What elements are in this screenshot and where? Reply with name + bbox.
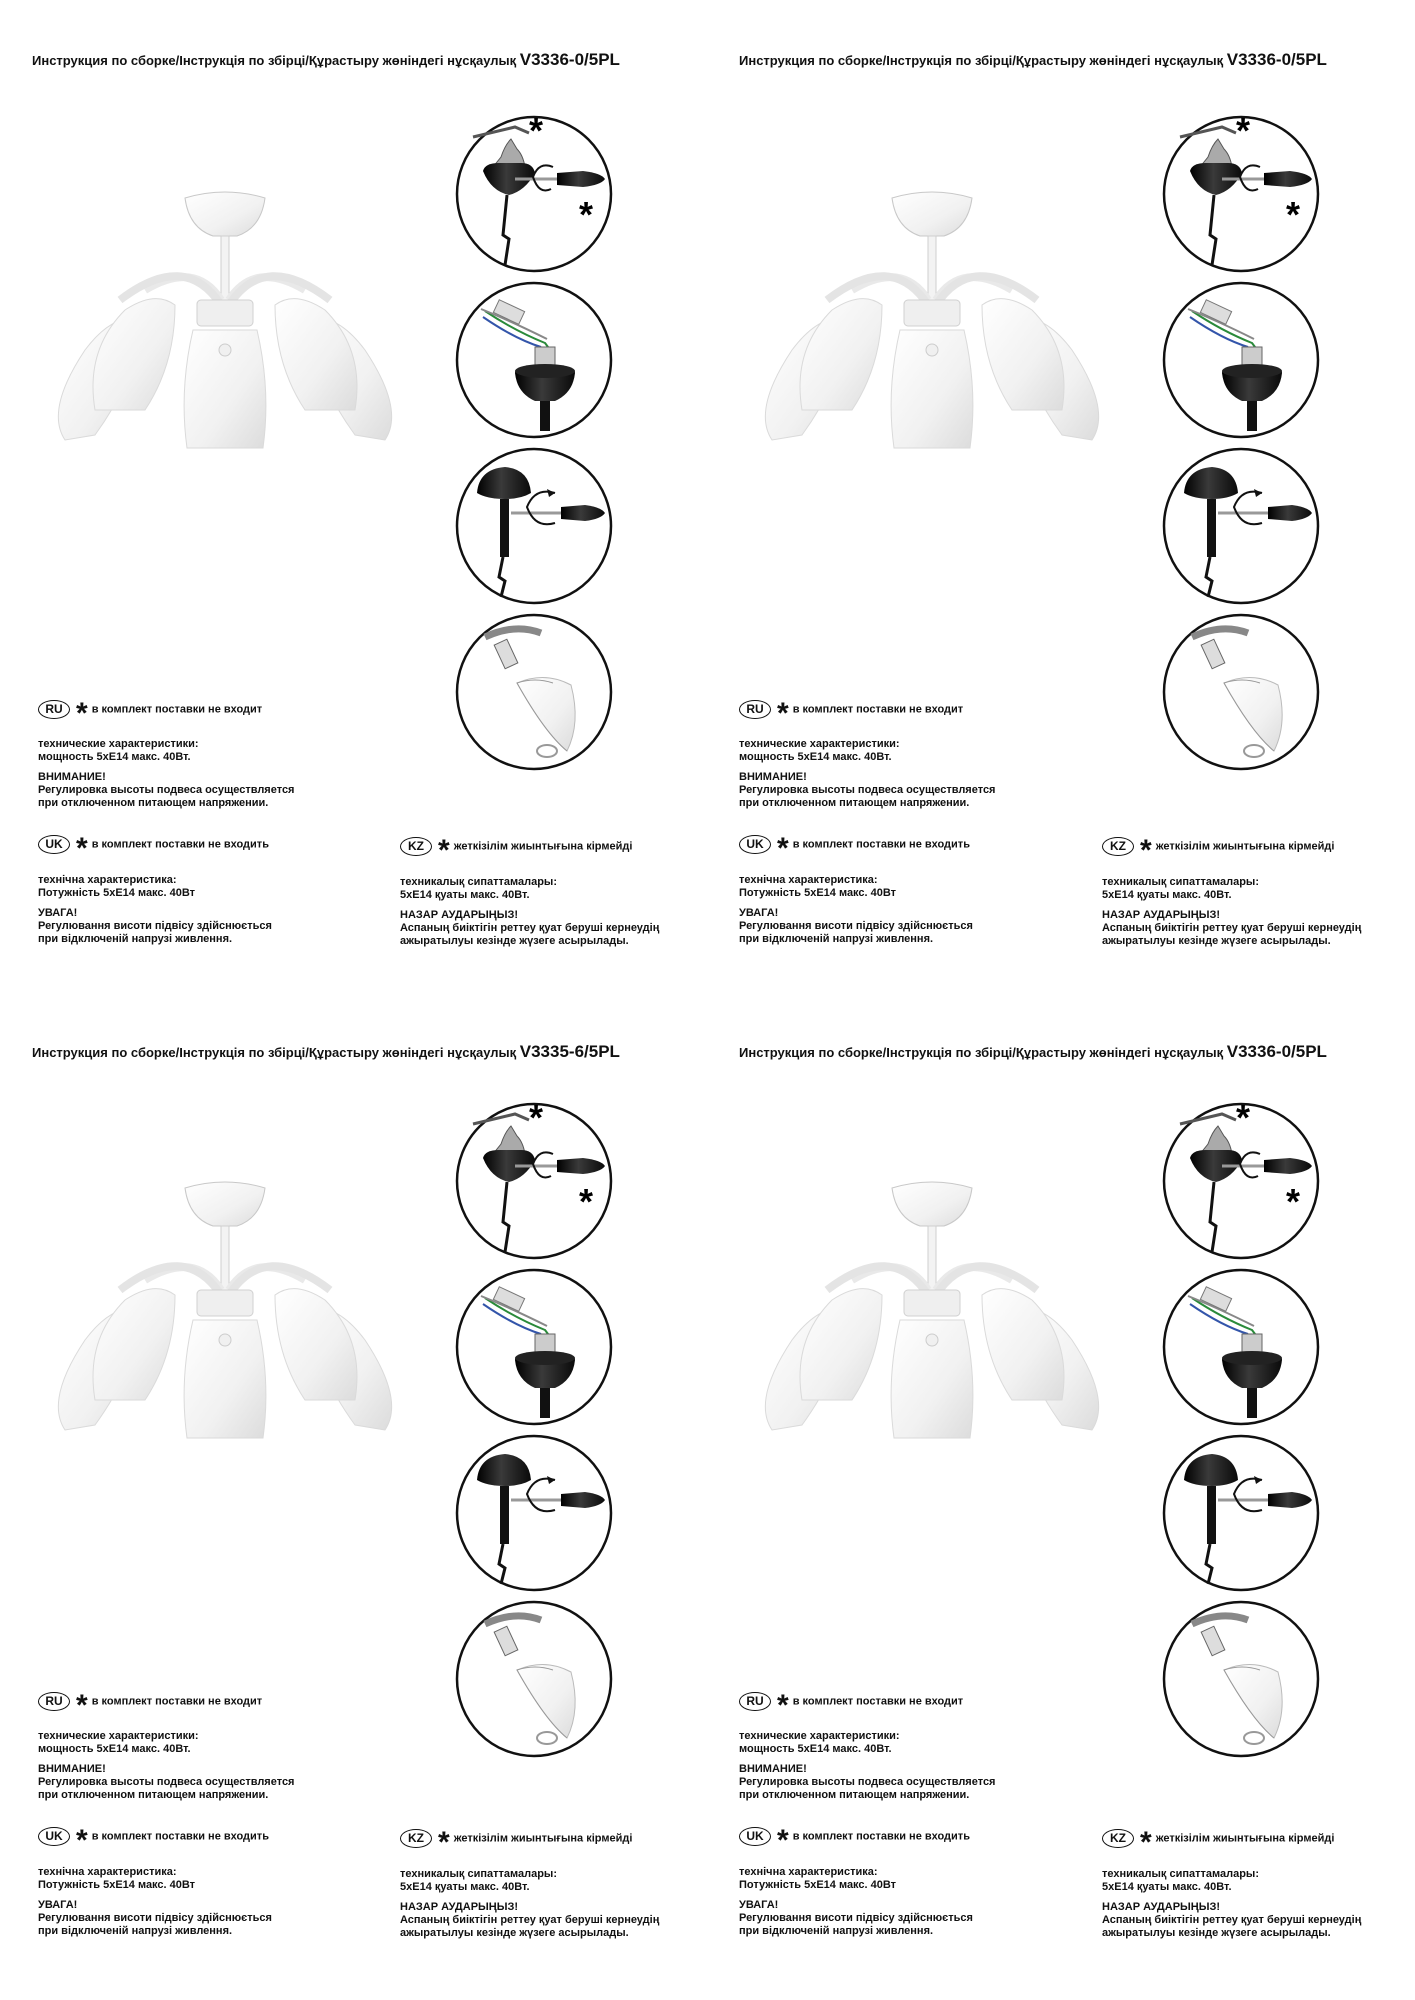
canopy-screw-icon (455, 1434, 613, 1592)
uk-note: в комплект поставки не входить (91, 838, 269, 851)
asterisk-icon: * (76, 832, 88, 865)
uk-badge: UK (38, 835, 70, 854)
ru-note: в комплект поставки не входит (91, 703, 263, 716)
kz-specs (1102, 1868, 1361, 1940)
page-title (32, 1042, 620, 1062)
uk-specs (38, 874, 272, 946)
asterisk-icon: * (777, 1689, 789, 1722)
kz-warning-line2: ажыратылуы кезінде жүзеге асырылады. (1102, 935, 1331, 947)
ru-warning-line2: при отключенном питающем напряжении. (739, 1789, 970, 1801)
ru-warning-line1: Регулировка высоты подвеса осуществляется (38, 1776, 295, 1788)
uk-warning-line1: Регулювання висоти підвісу здійснюється (739, 1912, 973, 1924)
kz-note-line (1102, 1826, 1335, 1859)
instruction-panel-4 (707, 1000, 1414, 2000)
kz-note-line (400, 834, 633, 867)
uk-badge: UK (739, 1827, 771, 1846)
uk-warning-title: УВАГА! (38, 907, 78, 919)
ru-warning-line2: при отключенном питающем напряжении. (739, 797, 970, 809)
ru-badge: RU (739, 700, 771, 719)
uk-spec-title: технічна характеристика: (38, 874, 177, 886)
uk-warning-line2: при відключеній напрузі живлення. (38, 1925, 233, 1937)
kz-warning-title: НАЗАР АУДАРЫҢЫЗ! (1102, 909, 1221, 921)
model-number: V3336-0/5PL (1226, 1042, 1327, 1061)
uk-specs (739, 874, 973, 946)
ru-specs (38, 738, 294, 810)
kz-badge: KZ (1102, 1829, 1134, 1848)
uk-note: в комплект поставки не входить (91, 1830, 269, 1843)
page-title (739, 50, 1327, 70)
page-title (739, 1042, 1327, 1062)
uk-spec-value: Потужність 5хЕ14 макс. 40Вт (739, 1879, 897, 1891)
ru-spec-value: мощность 5хЕ14 макс. 40Вт. (739, 1743, 892, 1755)
asterisk-icon: * (777, 1824, 789, 1857)
ru-note-line (739, 1689, 964, 1722)
uk-note-line (38, 1824, 269, 1857)
uk-spec-value: Потужність 5хЕ14 макс. 40Вт (38, 887, 196, 899)
kz-warning-line1: Аспаның биіктігін реттеу қуат беруші кернеудің (1102, 922, 1362, 934)
kz-specs (1102, 876, 1361, 948)
kz-spec-value: 5хЕ14 қуаты макс. 40Вт. (1102, 1881, 1232, 1893)
instruction-panel-2 (707, 0, 1414, 1000)
chandelier-illustration (732, 180, 1132, 470)
page-title (32, 50, 620, 70)
chandelier-illustration (25, 1170, 425, 1460)
kz-warning-line1: Аспаның биіктігін реттеу қуат беруші кернеудің (400, 1914, 660, 1926)
asterisk-icon: * (777, 697, 789, 730)
ru-note-line (38, 1689, 263, 1722)
kz-spec-value: 5хЕ14 қуаты макс. 40Вт. (400, 889, 530, 901)
ceiling-mount-screwdriver-icon (1162, 1102, 1320, 1260)
uk-spec-value: Потужність 5хЕ14 макс. 40Вт (38, 1879, 196, 1891)
kz-note: жеткізілім жиынтығына кірмейді (1155, 1832, 1335, 1845)
title-text: Инструкция по сборке/Інструкція по збірці/Құрастыру жөніндегі нұсқаулық (32, 1045, 517, 1060)
kz-warning-line1: Аспаның биіктігін реттеу қуат беруші кернеудің (1102, 1914, 1362, 1926)
asterisk-icon: * (1140, 1826, 1152, 1859)
ru-note: в комплект поставки не входит (792, 1695, 964, 1708)
instruction-panel-1 (0, 0, 707, 1000)
kz-badge: KZ (400, 1829, 432, 1848)
uk-note: в комплект поставки не входить (792, 1830, 970, 1843)
kz-specs (400, 1868, 659, 1940)
kz-note: жеткізілім жиынтығына кірмейді (1155, 840, 1335, 853)
kz-note: жеткізілім жиынтығына кірмейді (453, 1832, 633, 1845)
kz-warning-line2: ажыратылуы кезінде жүзеге асырылады. (400, 1927, 629, 1939)
uk-warning-line1: Регулювання висоти підвісу здійснюється (38, 1912, 272, 1924)
ru-note: в комплект поставки не входит (792, 703, 964, 716)
ru-note: в комплект поставки не входит (91, 1695, 263, 1708)
ru-note-line (739, 697, 964, 730)
asterisk-icon: * (1140, 834, 1152, 867)
asterisk-icon: * (438, 1826, 450, 1859)
ru-warning-title: ВНИМАНИЕ! (38, 771, 106, 783)
ru-warning-title: ВНИМАНИЕ! (739, 771, 807, 783)
ru-warning-line2: при отключенном питающем напряжении. (38, 1789, 269, 1801)
title-text: Инструкция по сборке/Інструкція по збірці/Құрастыру жөніндегі нұсқаулық (739, 53, 1224, 68)
uk-warning-title: УВАГА! (38, 1899, 78, 1911)
canopy-screw-icon (1162, 447, 1320, 605)
ru-note-line (38, 697, 263, 730)
chandelier-illustration (732, 1170, 1132, 1460)
uk-note-line (38, 832, 269, 865)
wiring-terminal-icon (1162, 1268, 1320, 1426)
ru-spec-value: мощность 5хЕ14 макс. 40Вт. (38, 1743, 191, 1755)
ru-spec-title: технические характеристики: (38, 738, 199, 750)
asterisk-icon: * (777, 832, 789, 865)
kz-spec-title: техникалық сипаттамалары: (400, 1868, 557, 1880)
uk-warning-line1: Регулювання висоти підвісу здійснюється (38, 920, 272, 932)
lampshade-install-icon (455, 613, 613, 771)
kz-note-line (1102, 834, 1335, 867)
model-number: V3336-0/5PL (519, 50, 620, 69)
kz-warning-line1: Аспаның биіктігін реттеу қуат беруші кернеудің (400, 922, 660, 934)
kz-warning-line2: ажыратылуы кезінде жүзеге асырылады. (400, 935, 629, 947)
kz-badge: KZ (400, 837, 432, 856)
uk-specs (38, 1866, 272, 1938)
uk-note-line (739, 832, 970, 865)
wiring-terminal-icon (1162, 281, 1320, 439)
kz-spec-title: техникалық сипаттамалары: (1102, 1868, 1259, 1880)
model-number: V3335-6/5PL (519, 1042, 620, 1061)
kz-warning-title: НАЗАР АУДАРЫҢЫЗ! (400, 1901, 519, 1913)
uk-spec-title: технічна характеристика: (38, 1866, 177, 1878)
uk-warning-title: УВАГА! (739, 1899, 779, 1911)
lampshade-install-icon (455, 1600, 613, 1758)
ru-warning-line1: Регулировка высоты подвеса осуществляется (739, 1776, 996, 1788)
uk-warning-line1: Регулювання висоти підвісу здійснюється (739, 920, 973, 932)
ru-badge: RU (38, 1692, 70, 1711)
canopy-screw-icon (455, 447, 613, 605)
model-number: V3336-0/5PL (1226, 50, 1327, 69)
asterisk-icon: * (438, 834, 450, 867)
uk-note: в комплект поставки не входить (792, 838, 970, 851)
uk-badge: UK (739, 835, 771, 854)
ru-spec-value: мощность 5хЕ14 макс. 40Вт. (38, 751, 191, 763)
ru-specs (739, 738, 995, 810)
kz-note-line (400, 1826, 633, 1859)
asterisk-icon: * (76, 697, 88, 730)
uk-specs (739, 1866, 973, 1938)
canopy-screw-icon (1162, 1434, 1320, 1592)
kz-warning-title: НАЗАР АУДАРЫҢЫЗ! (400, 909, 519, 921)
kz-spec-title: техникалық сипаттамалары: (1102, 876, 1259, 888)
ru-badge: RU (739, 1692, 771, 1711)
ru-warning-line2: при отключенном питающем напряжении. (38, 797, 269, 809)
kz-note: жеткізілім жиынтығына кірмейді (453, 840, 633, 853)
instruction-panel-3 (0, 1000, 707, 2000)
ru-spec-title: технические характеристики: (739, 738, 900, 750)
ru-badge: RU (38, 700, 70, 719)
ru-warning-title: ВНИМАНИЕ! (38, 1763, 106, 1775)
ru-warning-title: ВНИМАНИЕ! (739, 1763, 807, 1775)
uk-warning-line2: при відключеній напрузі живлення. (739, 933, 934, 945)
ru-spec-value: мощность 5хЕ14 макс. 40Вт. (739, 751, 892, 763)
ru-specs (38, 1730, 294, 1802)
lampshade-install-icon (1162, 613, 1320, 771)
uk-spec-value: Потужність 5хЕ14 макс. 40Вт (739, 887, 897, 899)
ru-warning-line1: Регулировка высоты подвеса осуществляется (38, 784, 295, 796)
uk-warning-title: УВАГА! (739, 907, 779, 919)
ceiling-mount-screwdriver-icon (455, 1102, 613, 1260)
title-text: Инструкция по сборке/Інструкція по збірці/Құрастыру жөніндегі нұсқаулық (739, 1045, 1224, 1060)
ru-spec-title: технические характеристики: (739, 1730, 900, 1742)
kz-specs (400, 876, 659, 948)
lampshade-install-icon (1162, 1600, 1320, 1758)
uk-note-line (739, 1824, 970, 1857)
kz-warning-title: НАЗАР АУДАРЫҢЫЗ! (1102, 1901, 1221, 1913)
uk-warning-line2: при відключеній напрузі живлення. (739, 1925, 934, 1937)
ceiling-mount-screwdriver-icon (455, 115, 613, 273)
chandelier-illustration (25, 180, 425, 470)
wiring-terminal-icon (455, 281, 613, 439)
uk-spec-title: технічна характеристика: (739, 1866, 878, 1878)
ru-spec-title: технические характеристики: (38, 1730, 199, 1742)
kz-badge: KZ (1102, 837, 1134, 856)
ceiling-mount-screwdriver-icon (1162, 115, 1320, 273)
kz-spec-value: 5хЕ14 қуаты макс. 40Вт. (400, 1881, 530, 1893)
title-text: Инструкция по сборке/Інструкція по збірці/Құрастыру жөніндегі нұсқаулық (32, 53, 517, 68)
asterisk-icon: * (76, 1689, 88, 1722)
ru-warning-line1: Регулировка высоты подвеса осуществляется (739, 784, 996, 796)
uk-warning-line2: при відключеній напрузі живлення. (38, 933, 233, 945)
wiring-terminal-icon (455, 1268, 613, 1426)
kz-warning-line2: ажыратылуы кезінде жүзеге асырылады. (1102, 1927, 1331, 1939)
uk-spec-title: технічна характеристика: (739, 874, 878, 886)
ru-specs (739, 1730, 995, 1802)
kz-spec-title: техникалық сипаттамалары: (400, 876, 557, 888)
uk-badge: UK (38, 1827, 70, 1846)
kz-spec-value: 5хЕ14 қуаты макс. 40Вт. (1102, 889, 1232, 901)
asterisk-icon: * (76, 1824, 88, 1857)
